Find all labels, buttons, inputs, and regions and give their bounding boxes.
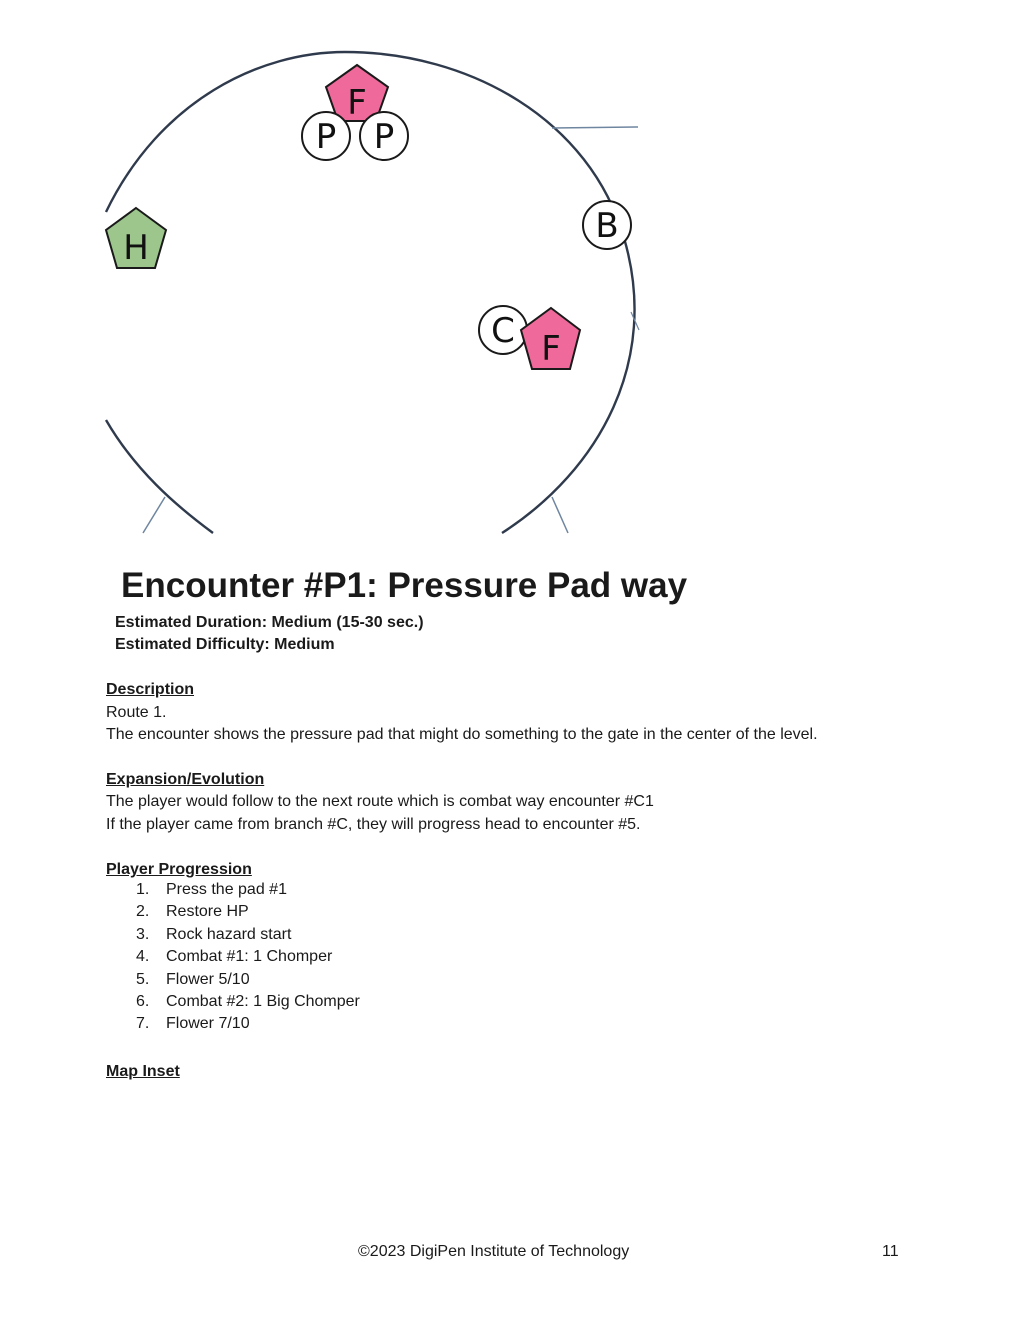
arena-outline-lower-left: [106, 420, 213, 533]
encounter-title: Encounter #P1: Pressure Pad way: [121, 566, 688, 605]
heal-letter: H: [123, 228, 149, 268]
level-map-diagram: [0, 0, 1024, 540]
progression-heading: Player Progression: [106, 861, 252, 878]
description-line-2: The encounter shows the pressure pad that might do something to the gate in the center of the level.: [106, 726, 818, 743]
pressure-pad-icon-right: [360, 112, 408, 160]
pressure-pad-icon-left: [302, 112, 350, 160]
corridor-line-bottom-left: [143, 497, 165, 533]
flower-top-letter: F: [347, 83, 367, 123]
corridor-line-bottom-right: [552, 497, 568, 533]
footer-copyright: ©2023 DigiPen Institute of Technology: [358, 1243, 630, 1260]
corridor-line-top-right: [552, 127, 638, 128]
expansion-heading: Expansion/Evolution: [106, 771, 265, 788]
estimated-duration: Estimated Duration: Medium (15-30 sec.): [115, 614, 424, 631]
heal-pentagon-icon: [106, 208, 166, 268]
branch-letter: B: [595, 206, 619, 246]
pad-right-letter: P: [373, 117, 395, 157]
flower-mid-letter: F: [541, 329, 561, 369]
map-inset-heading: Map Inset: [106, 1063, 180, 1080]
branch-circle-icon: [583, 201, 631, 249]
pad-left-letter: P: [315, 117, 337, 157]
page-number: 11: [882, 1243, 899, 1260]
expansion-line-2: If the player came from branch #C, they will progress head to encounter #5.: [106, 816, 641, 833]
description-line-1: Route 1.: [106, 704, 167, 721]
description-heading: Description: [106, 681, 195, 698]
estimated-difficulty: Estimated Difficulty: Medium: [115, 636, 335, 653]
combat-circle-icon: [479, 306, 527, 354]
expansion-line-1: The player would follow to the next route which is combat way encounter #C1: [106, 793, 654, 810]
combat-letter: C: [491, 311, 515, 351]
flower-pentagon-icon-mid: [521, 308, 580, 369]
